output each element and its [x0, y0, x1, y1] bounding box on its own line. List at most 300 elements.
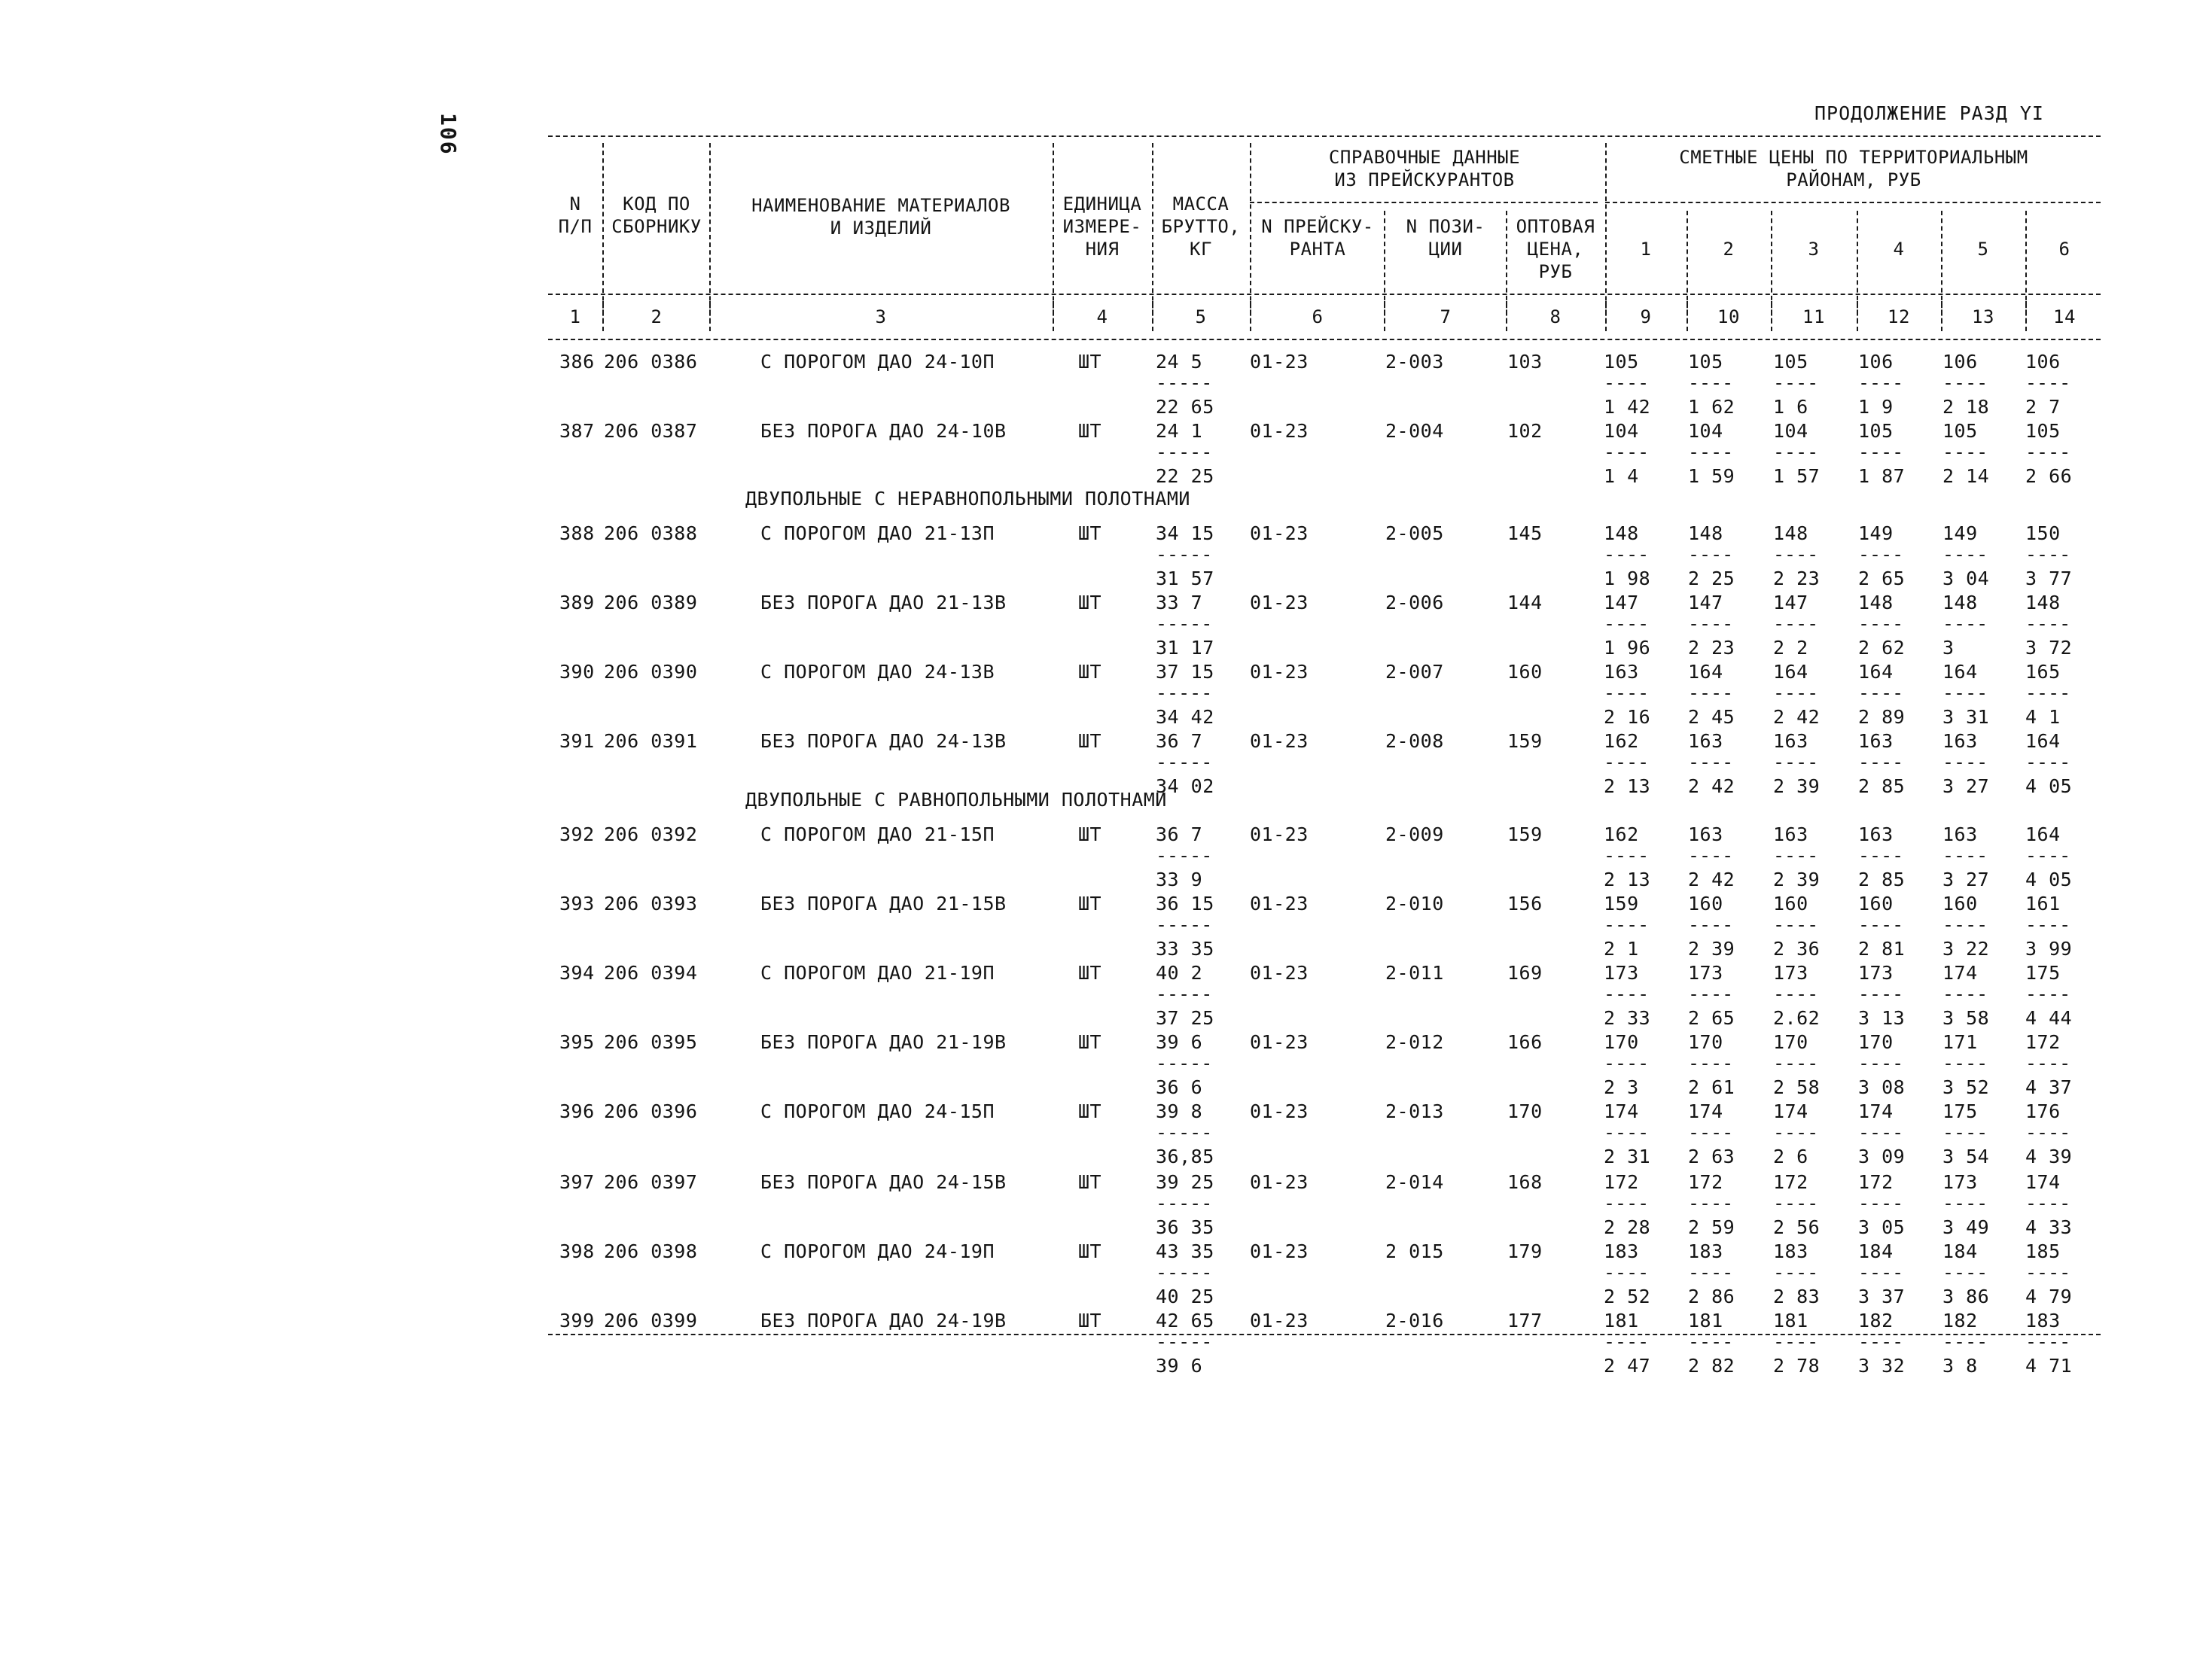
price-fraction-bar: ---- [1604, 914, 1650, 936]
price-fraction-bar: ---- [1604, 543, 1650, 565]
row-pricelist: 01-23 [1250, 823, 1309, 845]
row-region-price: 181 [1604, 1310, 1639, 1332]
column-number-divider [1053, 301, 1054, 331]
row-code: 206 0390 [604, 661, 698, 683]
row-unit: ШТ [1078, 522, 1102, 544]
row-region-price: 182 [1942, 1310, 1978, 1332]
row-region-price-secondary: 2 52 [1604, 1286, 1651, 1307]
row-mass-gross: 40 2 [1156, 962, 1203, 984]
row-position: 2-011 [1385, 962, 1444, 984]
row-region-price: 106 [1858, 351, 1894, 373]
price-fraction-bar: ---- [1773, 1192, 1819, 1214]
row-number: 387 [559, 420, 595, 442]
row-code: 206 0394 [604, 962, 698, 984]
row-region-price-secondary: 2 36 [1773, 938, 1821, 960]
row-pricelist: 01-23 [1250, 1031, 1309, 1053]
row-wholesale-price: 145 [1507, 522, 1543, 544]
column-number-divider [709, 301, 711, 331]
header-wholesale: РУБ [1538, 261, 1573, 282]
row-mass-gross: 36 7 [1156, 730, 1203, 752]
row-number: 389 [559, 592, 595, 613]
row-region-price-secondary: 3 31 [1942, 706, 1990, 728]
price-fraction-bar: ---- [1688, 682, 1734, 704]
price-fraction-bar: ---- [2025, 441, 2071, 463]
row-region-price-secondary: 3 [1942, 637, 1955, 659]
column-number: 1 [569, 306, 581, 327]
row-region-price: 159 [1604, 893, 1639, 915]
row-name: С ПОРОГОМ ДАО 21-19П [760, 962, 995, 984]
row-region-price-secondary: 3 32 [1858, 1355, 1906, 1377]
row-position: 2-010 [1385, 893, 1444, 915]
price-fraction-bar: ---- [1942, 751, 1988, 773]
price-fraction-bar: ---- [1773, 1122, 1819, 1143]
row-mass-net: 33 35 [1156, 938, 1214, 960]
column-number-divider [1605, 301, 1607, 331]
row-number: 394 [559, 962, 595, 984]
price-fraction-bar: ---- [2025, 1331, 2071, 1353]
row-region-price-secondary: 2 23 [1688, 637, 1735, 659]
row-region-price: 171 [1942, 1031, 1978, 1053]
row-region-price: 174 [1858, 1100, 1894, 1122]
row-region-price: 172 [1773, 1171, 1808, 1193]
row-mass-gross: 36 15 [1156, 893, 1214, 915]
row-region-price: 148 [1858, 592, 1894, 613]
row-wholesale-price: 170 [1507, 1100, 1543, 1122]
row-region-price-secondary: 1 4 [1604, 465, 1639, 487]
row-unit: ШТ [1078, 1171, 1102, 1193]
row-region-price-secondary: 4 71 [2025, 1355, 2073, 1377]
row-region-price: 105 [1858, 420, 1894, 442]
row-region-price-secondary: 1 42 [1604, 396, 1651, 418]
row-region-price-secondary: 2 56 [1773, 1216, 1821, 1238]
row-region-price-secondary: 3 8 [1942, 1355, 1978, 1377]
row-region-price: 148 [1688, 522, 1723, 544]
price-fraction-bar: ---- [1942, 1262, 1988, 1283]
price-fraction-bar: ---- [1858, 1192, 1904, 1214]
row-region-price-secondary: 2 3 [1604, 1076, 1639, 1098]
price-fraction-bar: ---- [1942, 543, 1988, 565]
header-name: НАИМЕНОВАНИЕ МАТЕРИАЛОВ [751, 195, 1010, 216]
row-mass-gross: 36 7 [1156, 823, 1203, 845]
row-region-price-secondary: 2 47 [1604, 1355, 1651, 1377]
price-fraction-bar: ---- [1773, 1331, 1819, 1353]
row-region-price: 183 [1773, 1240, 1808, 1262]
price-fraction-bar: ---- [1688, 1331, 1734, 1353]
row-code: 206 0399 [604, 1310, 698, 1332]
row-pricelist: 01-23 [1250, 1171, 1309, 1193]
mass-fraction-bar: ----- [1156, 1262, 1213, 1283]
row-unit: ШТ [1078, 823, 1102, 845]
price-fraction-bar: ---- [1604, 751, 1650, 773]
row-unit: ШТ [1078, 1100, 1102, 1122]
row-name: БЕЗ ПОРОГА ДАО 24-10В [760, 420, 1007, 442]
row-region-price-secondary: 3 52 [1942, 1076, 1990, 1098]
header-mass: БРУТТО, [1161, 216, 1241, 237]
column-number-divider [2025, 301, 2027, 331]
row-region-price-secondary: 2 28 [1604, 1216, 1651, 1238]
row-region-price-secondary: 4 39 [2025, 1146, 2073, 1167]
mass-fraction-bar: ----- [1156, 1052, 1213, 1074]
price-fraction-bar: ---- [1688, 441, 1734, 463]
row-name: С ПОРОГОМ ДАО 21-13П [760, 522, 995, 544]
row-unit: ШТ [1078, 592, 1102, 613]
row-pricelist: 01-23 [1250, 1310, 1309, 1332]
price-fraction-bar: ---- [1773, 613, 1819, 635]
row-code: 206 0395 [604, 1031, 698, 1053]
row-region-price: 148 [1942, 592, 1978, 613]
row-region-price-secondary: 3 08 [1858, 1076, 1906, 1098]
section-title-equal: ДВУПОЛЬНЫЕ С РАВНОПОЛЬНЫМИ ПОЛОТНАМИ [745, 789, 1167, 811]
column-number-divider [1857, 301, 1858, 331]
row-mass-gross: 24 5 [1156, 351, 1203, 373]
row-region-price: 182 [1858, 1310, 1894, 1332]
row-region-price: 173 [1688, 962, 1723, 984]
price-fraction-bar: ---- [1942, 983, 1988, 1005]
row-name: БЕЗ ПОРОГА ДАО 24-13В [760, 730, 1007, 752]
price-fraction-bar: ---- [2025, 845, 2071, 866]
mass-fraction-bar: ----- [1156, 682, 1213, 704]
price-fraction-bar: ---- [1858, 613, 1904, 635]
row-name: С ПОРОГОМ ДАО 24-13В [760, 661, 995, 683]
row-region-price-secondary: 2 18 [1942, 396, 1990, 418]
row-region-price: 172 [1858, 1171, 1894, 1193]
row-code: 206 0387 [604, 420, 698, 442]
row-wholesale-price: 177 [1507, 1310, 1543, 1332]
row-region-price-secondary: 3 86 [1942, 1286, 1990, 1307]
row-position: 2-009 [1385, 823, 1444, 845]
row-region-price: 164 [2025, 823, 2061, 845]
row-mass-net: 36 6 [1156, 1076, 1203, 1098]
row-region-price: 184 [1942, 1240, 1978, 1262]
row-position: 2-006 [1385, 592, 1444, 613]
mass-fraction-bar: ----- [1156, 613, 1213, 635]
row-region-price-secondary: 1 96 [1604, 637, 1651, 659]
row-mass-net: 36,85 [1156, 1146, 1214, 1167]
price-fraction-bar: ---- [2025, 1262, 2071, 1283]
row-region-price: 172 [2025, 1031, 2061, 1053]
row-region-price: 161 [2025, 893, 2061, 915]
row-code: 206 0388 [604, 522, 698, 544]
row-region-price-secondary: 2 25 [1688, 568, 1735, 589]
row-name: БЕЗ ПОРОГА ДАО 24-19В [760, 1310, 1007, 1332]
row-region-price: 170 [1773, 1031, 1808, 1053]
price-fraction-bar: ---- [1858, 1262, 1904, 1283]
row-region-price-secondary: 2 13 [1604, 869, 1651, 890]
price-fraction-bar: ---- [1604, 682, 1650, 704]
row-pricelist: 01-23 [1250, 420, 1309, 442]
price-fraction-bar: ---- [1688, 983, 1734, 1005]
row-mass-net: 34 02 [1156, 775, 1214, 797]
row-unit: ШТ [1078, 351, 1102, 373]
price-fraction-bar: ---- [2025, 1052, 2071, 1074]
row-pricelist: 01-23 [1250, 730, 1309, 752]
column-number: 6 [1312, 306, 1324, 327]
row-region-price: 172 [1604, 1171, 1639, 1193]
row-region-price-secondary: 2 63 [1688, 1146, 1735, 1167]
row-region-price-secondary: 3 77 [2025, 568, 2073, 589]
row-region-price-secondary: 3 09 [1858, 1146, 1906, 1167]
row-region-price: 163 [1604, 661, 1639, 683]
row-region-price-secondary: 2 39 [1773, 775, 1821, 797]
row-unit: ШТ [1078, 661, 1102, 683]
row-region-price-secondary: 3 72 [2025, 637, 2073, 659]
row-position: 2-008 [1385, 730, 1444, 752]
row-region-price-secondary: 2 31 [1604, 1146, 1651, 1167]
row-position: 2-012 [1385, 1031, 1444, 1053]
row-region-price-secondary: 2 14 [1942, 465, 1990, 487]
row-region-price: 163 [1688, 730, 1723, 752]
row-region-price-secondary: 2 78 [1773, 1355, 1821, 1377]
row-region-price: 163 [1942, 730, 1978, 752]
row-code: 206 0396 [604, 1100, 698, 1122]
row-region-price: 173 [1604, 962, 1639, 984]
row-position: 2-003 [1385, 351, 1444, 373]
row-region-price-secondary: 2 42 [1773, 706, 1821, 728]
price-fraction-bar: ---- [1773, 441, 1819, 463]
price-fraction-bar: ---- [1942, 372, 1988, 394]
row-region-price-secondary: 4 79 [2025, 1286, 2073, 1307]
mass-fraction-bar: ----- [1156, 372, 1213, 394]
row-region-price: 105 [1604, 351, 1639, 373]
row-region-price-secondary: 3 27 [1942, 869, 1990, 890]
column-number: 10 [1717, 306, 1740, 327]
row-region-price: 170 [1688, 1031, 1723, 1053]
row-unit: ШТ [1078, 962, 1102, 984]
header-wholesale: ЦЕНА, [1527, 239, 1584, 260]
row-region-price-secondary: 2 85 [1858, 775, 1906, 797]
row-region-price-secondary: 3 13 [1858, 1007, 1906, 1029]
price-fraction-bar: ---- [1773, 1262, 1819, 1283]
row-region-price-secondary: 3 54 [1942, 1146, 1990, 1167]
row-region-price-secondary: 1 62 [1688, 396, 1735, 418]
price-fraction-bar: ---- [1688, 914, 1734, 936]
row-pricelist: 01-23 [1250, 661, 1309, 683]
header-position: ЦИИ [1428, 239, 1463, 260]
row-region-price-secondary: 2 65 [1688, 1007, 1735, 1029]
row-region-price: 183 [1604, 1240, 1639, 1262]
row-mass-gross: 39 8 [1156, 1100, 1203, 1122]
row-code: 206 0389 [604, 592, 698, 613]
row-wholesale-price: 103 [1507, 351, 1543, 373]
mass-fraction-bar: ----- [1156, 1122, 1213, 1143]
row-number: 391 [559, 730, 595, 752]
price-fraction-bar: ---- [1688, 751, 1734, 773]
price-fraction-bar: ---- [1604, 1192, 1650, 1214]
row-region-price: 174 [1688, 1100, 1723, 1122]
price-fraction-bar: ---- [1773, 372, 1819, 394]
row-region-price: 183 [2025, 1310, 2061, 1332]
row-number: 399 [559, 1310, 595, 1332]
column-number-divider [1506, 301, 1507, 331]
row-number: 386 [559, 351, 595, 373]
row-pricelist: 01-23 [1250, 1240, 1309, 1262]
row-wholesale-price: 159 [1507, 823, 1543, 845]
row-mass-gross: 43 35 [1156, 1240, 1214, 1262]
row-region-price-secondary: 3 04 [1942, 568, 1990, 589]
row-region-price: 181 [1773, 1310, 1808, 1332]
price-fraction-bar: ---- [1688, 1262, 1734, 1283]
row-mass-gross: 37 15 [1156, 661, 1214, 683]
row-region-price-secondary: 4 05 [2025, 869, 2073, 890]
row-region-price-secondary: 2 42 [1688, 869, 1735, 890]
mass-fraction-bar: ----- [1156, 441, 1213, 463]
mass-fraction-bar: ----- [1156, 1192, 1213, 1214]
row-wholesale-price: 159 [1507, 730, 1543, 752]
column-number-divider [602, 301, 604, 331]
row-region-price-secondary: 2 83 [1773, 1286, 1821, 1307]
section-continuation-title: ПРОДОЛЖЕНИЕ РАЗД YI [1814, 102, 2044, 124]
column-number-divider [1250, 301, 1251, 331]
price-fraction-bar: ---- [1688, 845, 1734, 866]
row-region-price-secondary: 3 99 [2025, 938, 2073, 960]
header-mass: МАССА [1172, 193, 1229, 215]
row-region-price: 104 [1773, 420, 1808, 442]
column-number-divider [1384, 301, 1385, 331]
column-number-divider [1686, 301, 1688, 331]
price-fraction-bar: ---- [1604, 983, 1650, 1005]
row-wholesale-price: 144 [1507, 592, 1543, 613]
row-region-price: 184 [1858, 1240, 1894, 1262]
row-pricelist: 01-23 [1250, 522, 1309, 544]
row-region-price-secondary: 2 45 [1688, 706, 1735, 728]
row-unit: ШТ [1078, 1031, 1102, 1053]
mass-fraction-bar: ----- [1156, 543, 1213, 565]
row-region-price: 148 [1773, 522, 1808, 544]
row-mass-net: 22 25 [1156, 465, 1214, 487]
header-region-number: 4 [1893, 239, 1905, 260]
price-fraction-bar: ---- [2025, 983, 2071, 1005]
row-region-price: 163 [1942, 823, 1978, 845]
row-region-price-secondary: 1 87 [1858, 465, 1906, 487]
price-fraction-bar: ---- [1688, 543, 1734, 565]
row-region-price-secondary: 2 23 [1773, 568, 1821, 589]
price-fraction-bar: ---- [1773, 682, 1819, 704]
price-fraction-bar: ---- [1773, 983, 1819, 1005]
row-unit: ШТ [1078, 1310, 1102, 1332]
row-unit: ШТ [1078, 1240, 1102, 1262]
row-code: 206 0397 [604, 1171, 698, 1193]
header-region-number: 5 [1977, 239, 1989, 260]
price-fraction-bar: ---- [2025, 914, 2071, 936]
row-region-price: 164 [1942, 661, 1978, 683]
price-fraction-bar: ---- [1858, 441, 1904, 463]
row-mass-net: 40 25 [1156, 1286, 1214, 1307]
row-region-price: 160 [1942, 893, 1978, 915]
row-region-price: 174 [1773, 1100, 1808, 1122]
row-region-price: 149 [1858, 522, 1894, 544]
price-fraction-bar: ---- [1688, 613, 1734, 635]
row-mass-net: 39 6 [1156, 1355, 1203, 1377]
price-fraction-bar: ---- [1604, 441, 1650, 463]
price-fraction-bar: ---- [2025, 1122, 2071, 1143]
price-fraction-bar: ---- [1942, 682, 1988, 704]
mass-fraction-bar: ----- [1156, 845, 1213, 866]
price-fraction-bar: ---- [1688, 1052, 1734, 1074]
row-region-price-secondary: 2 65 [1858, 568, 1906, 589]
price-fraction-bar: ---- [1604, 372, 1650, 394]
row-region-price: 162 [1604, 730, 1639, 752]
price-fraction-bar: ---- [1858, 682, 1904, 704]
row-mass-gross: 39 6 [1156, 1031, 1203, 1053]
header-bottom-rule [548, 294, 2101, 295]
row-region-price: 105 [1773, 351, 1808, 373]
row-mass-net: 37 25 [1156, 1007, 1214, 1029]
row-region-price-secondary: 2 1 [1604, 938, 1639, 960]
header-code: СБОРНИКУ [611, 216, 702, 237]
price-fraction-bar: ---- [2025, 543, 2071, 565]
column-number-divider [1152, 301, 1153, 331]
price-fraction-bar: ---- [1688, 372, 1734, 394]
row-wholesale-price: 169 [1507, 962, 1543, 984]
row-region-price-secondary: 4 1 [2025, 706, 2061, 728]
price-fraction-bar: ---- [1688, 1192, 1734, 1214]
row-region-price-secondary: 2 58 [1773, 1076, 1821, 1098]
row-pricelist: 01-23 [1250, 893, 1309, 915]
row-region-price: 105 [1688, 351, 1723, 373]
row-code: 206 0392 [604, 823, 698, 845]
row-region-price: 104 [1604, 420, 1639, 442]
row-region-price: 106 [1942, 351, 1978, 373]
row-region-price: 147 [1688, 592, 1723, 613]
row-code: 206 0398 [604, 1240, 698, 1262]
row-region-price-secondary: 2 86 [1688, 1286, 1735, 1307]
header-npp: N [569, 193, 581, 215]
row-mass-net: 33 9 [1156, 869, 1203, 890]
row-region-price: 185 [2025, 1240, 2061, 1262]
row-mass-gross: 33 7 [1156, 592, 1203, 613]
row-name: С ПОРОГОМ ДАО 24-10П [760, 351, 995, 373]
row-mass-net: 36 35 [1156, 1216, 1214, 1238]
row-region-price-secondary: 2 62 [1858, 637, 1906, 659]
row-region-price-secondary: 3 58 [1942, 1007, 1990, 1029]
header-position: N ПОЗИ- [1406, 216, 1485, 237]
price-fraction-bar: ---- [1942, 1052, 1988, 1074]
column-number-divider [1941, 301, 1942, 331]
row-region-price: 160 [1773, 893, 1808, 915]
row-region-price-secondary: 2 33 [1604, 1007, 1651, 1029]
row-region-price-secondary: 2 2 [1773, 637, 1808, 659]
row-region-price: 172 [1688, 1171, 1723, 1193]
column-numbers-rule [548, 339, 2101, 340]
row-region-price: 164 [1773, 661, 1808, 683]
row-mass-net: 34 42 [1156, 706, 1214, 728]
row-region-price-secondary: 2 61 [1688, 1076, 1735, 1098]
row-wholesale-price: 102 [1507, 420, 1543, 442]
price-fraction-bar: ---- [2025, 1192, 2071, 1214]
row-region-price: 163 [1773, 730, 1808, 752]
row-position: 2-005 [1385, 522, 1444, 544]
row-region-price: 160 [1858, 893, 1894, 915]
row-region-price-secondary: 2 7 [2025, 396, 2061, 418]
row-position: 2-016 [1385, 1310, 1444, 1332]
row-region-price-secondary: 2 39 [1773, 869, 1821, 890]
row-number: 388 [559, 522, 595, 544]
row-region-price: 150 [2025, 522, 2061, 544]
row-number: 390 [559, 661, 595, 683]
header-pricelist: РАНТА [1289, 239, 1346, 260]
row-position: 2-007 [1385, 661, 1444, 683]
price-fraction-bar: ---- [1858, 1331, 1904, 1353]
row-region-price-secondary: 2 16 [1604, 706, 1651, 728]
price-fraction-bar: ---- [1604, 845, 1650, 866]
price-fraction-bar: ---- [1858, 983, 1904, 1005]
row-region-price-secondary: 2 39 [1688, 938, 1735, 960]
row-code: 206 0391 [604, 730, 698, 752]
header-top-rule [548, 135, 2101, 137]
header-ref-group: ИЗ ПРЕЙСКУРАНТОВ [1334, 169, 1515, 190]
price-fraction-bar: ---- [1604, 613, 1650, 635]
row-wholesale-price: 179 [1507, 1240, 1543, 1262]
